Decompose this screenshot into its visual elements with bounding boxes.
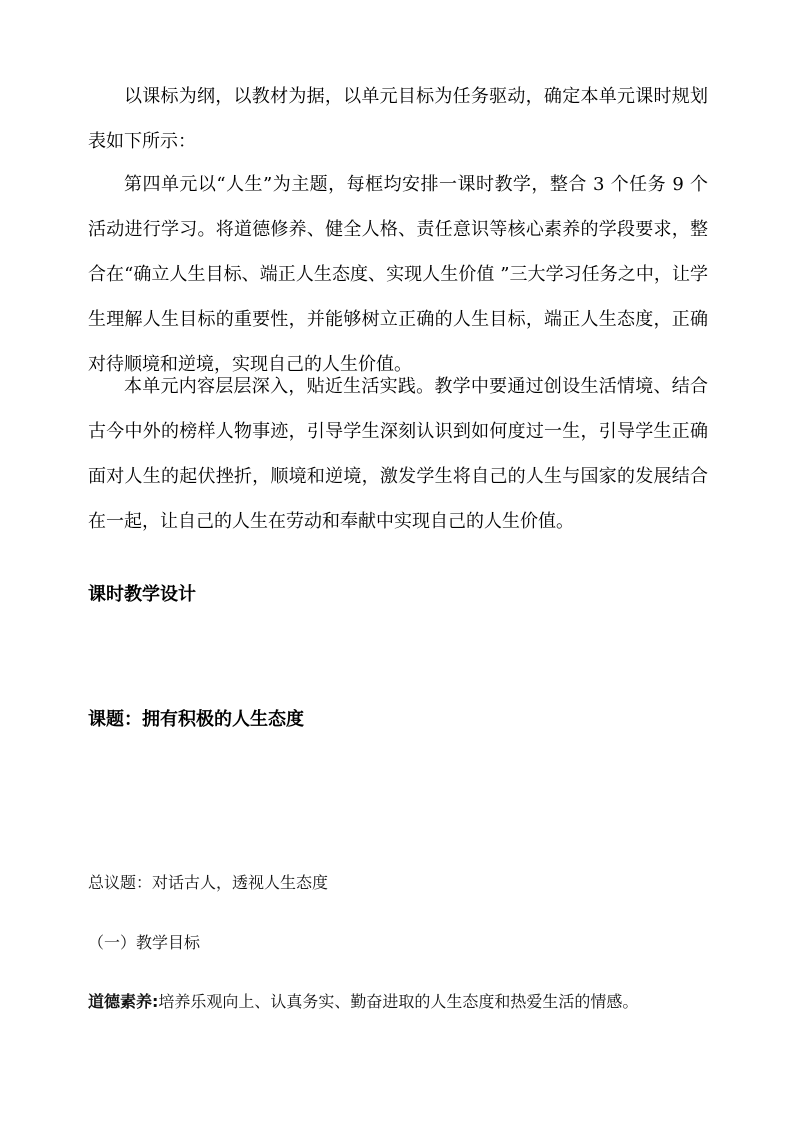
lesson-title: 课题：拥有积极的人生态度 [88, 709, 304, 730]
overall-topic: 总议题：对话古人，透视人生态度 [88, 873, 329, 892]
objective-item [88, 982, 708, 1022]
unit-content-paragraph: 本单元内容层层深入，贴近生活实践。教学中要通过创设生活情境、结合古今中外的榜样人物事迹，引导学生深刻认识到如何度过一生，引导学生正确面对人生的起伏挫折，顺境和逆境，激发学生将自己的人生与国家的发展结合在一起，让自己的人生在劳动和奉献中实现自己的人生价值。 [88, 376, 708, 532]
section-heading: 课时教学设计 [88, 584, 196, 605]
unit-overview-paragraph: 第四单元以“人生”为主题，每框均安排一课时教学，整合 3 个任务 9 个活动进行学习。将道德修养、健全人格、责任意识等核心素养的学段要求，整合在“确立人生目标、端正人生态度、实现人生价值 ”三大学习任务之中，让学生理解人生目标的重要性，并能够树立正确的人生目标，端正人生态度，正确对待顺境和逆境，实现自己的人生价值。 [88, 174, 708, 375]
objectives-heading: （一）教学目标 [88, 933, 201, 952]
objective-text: 培养乐观向上、认真务实、勤奋进取的人生态度和热爱生活的情感。 [158, 992, 639, 1011]
objective-label: 道德素养: [88, 992, 159, 1011]
intro-paragraph: 以课标为纲，以教材为据，以单元目标为任务驱动，确定本单元课时规划表如下所示： [88, 86, 708, 152]
